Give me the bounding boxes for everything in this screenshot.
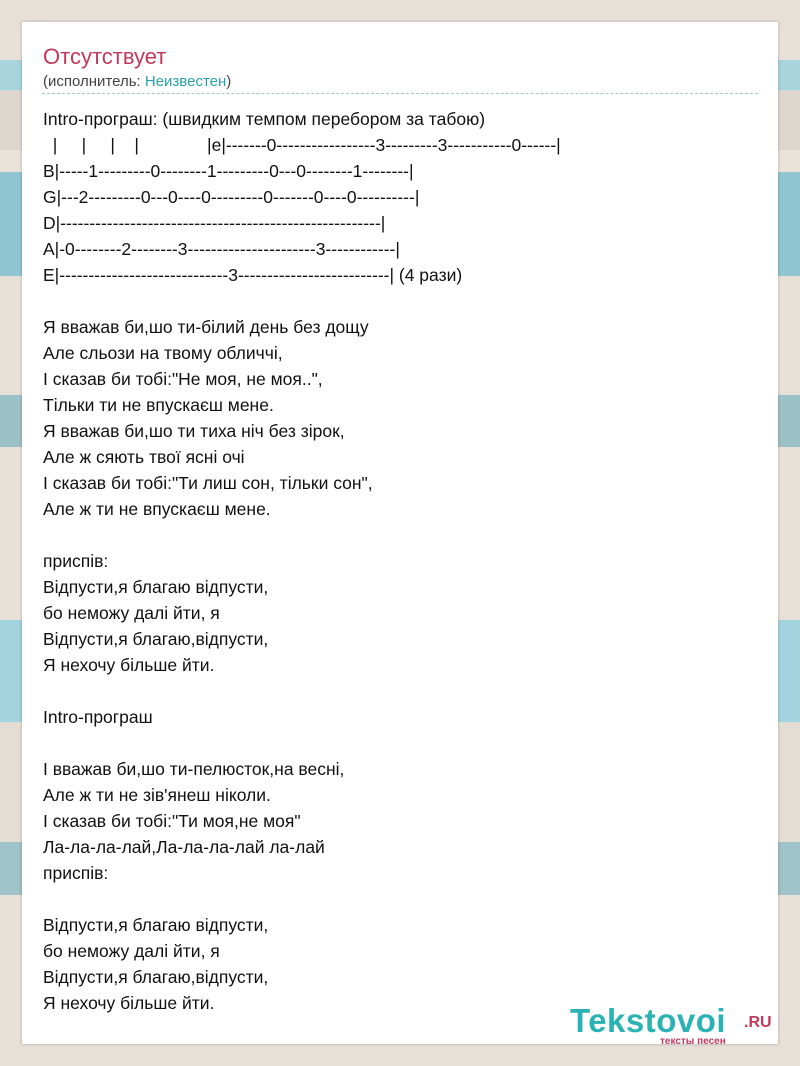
lyric-line: бо неможу далі йти, я: [43, 941, 220, 961]
lyric-line: Відпусти,я благаю відпусти,: [43, 577, 269, 597]
lyric-line: | | | | |e|-------0-----------------3---------3-----------0------|: [43, 135, 561, 155]
lyric-line: G|---2---------0---0----0---------0-------0----0----------|: [43, 187, 420, 207]
logo-tld-text: .RU: [744, 1014, 772, 1031]
lyric-line: Intro-програш: (швидким темпом перебором за табою): [43, 109, 486, 129]
lyric-line: Ла-ла-ла-лай,Ла-ла-ла-лай ла-лай: [43, 837, 325, 857]
lyric-line: [43, 730, 763, 756]
artist-suffix: ): [226, 73, 232, 90]
lyric-line: E|-----------------------------3--------------------------| (4 рази): [43, 265, 463, 285]
lyric-line: Я нехочу більше йти.: [43, 993, 215, 1013]
site-logo[interactable]: [570, 1002, 780, 1046]
logo-tagline: тексты песен: [660, 1036, 726, 1047]
lyric-line: Але ж ти не зів'янеш ніколи.: [43, 785, 271, 805]
lyric-line: [43, 678, 763, 704]
lyric-line: Я вважав би,шо ти-білий день без дощу: [43, 317, 369, 337]
lyric-line: Але ж ти не впускаєш мене.: [43, 499, 271, 519]
song-title: Отсутствует: [43, 44, 167, 69]
lyric-line: І вважав би,шо ти-пелюсток,на весні,: [43, 759, 345, 779]
lyric-line: бо неможу далі йти, я: [43, 603, 220, 623]
lyric-line: Відпусти,я благаю відпусти,: [43, 915, 269, 935]
lyric-line: Але ж сяють твої ясні очі: [43, 447, 245, 467]
lyric-line: [43, 522, 763, 548]
lyric-line: І сказав би тобі:"Ти лиш сон, тільки сон",: [43, 473, 373, 493]
lyric-line: Але сльози на твому обличчі,: [43, 343, 283, 363]
lyric-line: Відпусти,я благаю,відпусти,: [43, 967, 269, 987]
artist-line: [43, 73, 231, 90]
lyric-line: Тільки ти не впускаєш мене.: [43, 395, 274, 415]
lyric-line: D|-------------------------------------------------------|: [43, 213, 386, 233]
artist-link[interactable]: Неизвестен: [144, 73, 227, 90]
lyric-line: приспів:: [43, 863, 109, 883]
lyrics-card: [22, 22, 778, 1047]
artist-prefix: (исполнитель:: [43, 73, 145, 90]
lyric-line: Intro-програш: [43, 707, 153, 727]
logo-main-text: Tekstovoi: [570, 1002, 727, 1039]
lyric-line: A|-0--------2--------3----------------------3------------|: [43, 239, 400, 259]
lyric-line: Відпусти,я благаю,відпусти,: [43, 629, 269, 649]
lyric-line: Я нехочу більше йти.: [43, 655, 215, 675]
lyric-line: І сказав би тобі:"Не моя, не моя..",: [43, 369, 323, 389]
lyric-line: [43, 886, 763, 912]
lyrics-text: [43, 106, 763, 1016]
lyric-line: Я вважав би,шо ти тиха ніч без зірок,: [43, 421, 345, 441]
lyric-line: приспів:: [43, 551, 109, 571]
lyric-line: [43, 288, 763, 314]
lyric-line: І сказав би тобі:"Ти моя,не моя": [43, 811, 301, 831]
header-divider: [42, 93, 758, 94]
lyric-line: B|-----1---------0--------1---------0---0--------1--------|: [43, 161, 414, 181]
